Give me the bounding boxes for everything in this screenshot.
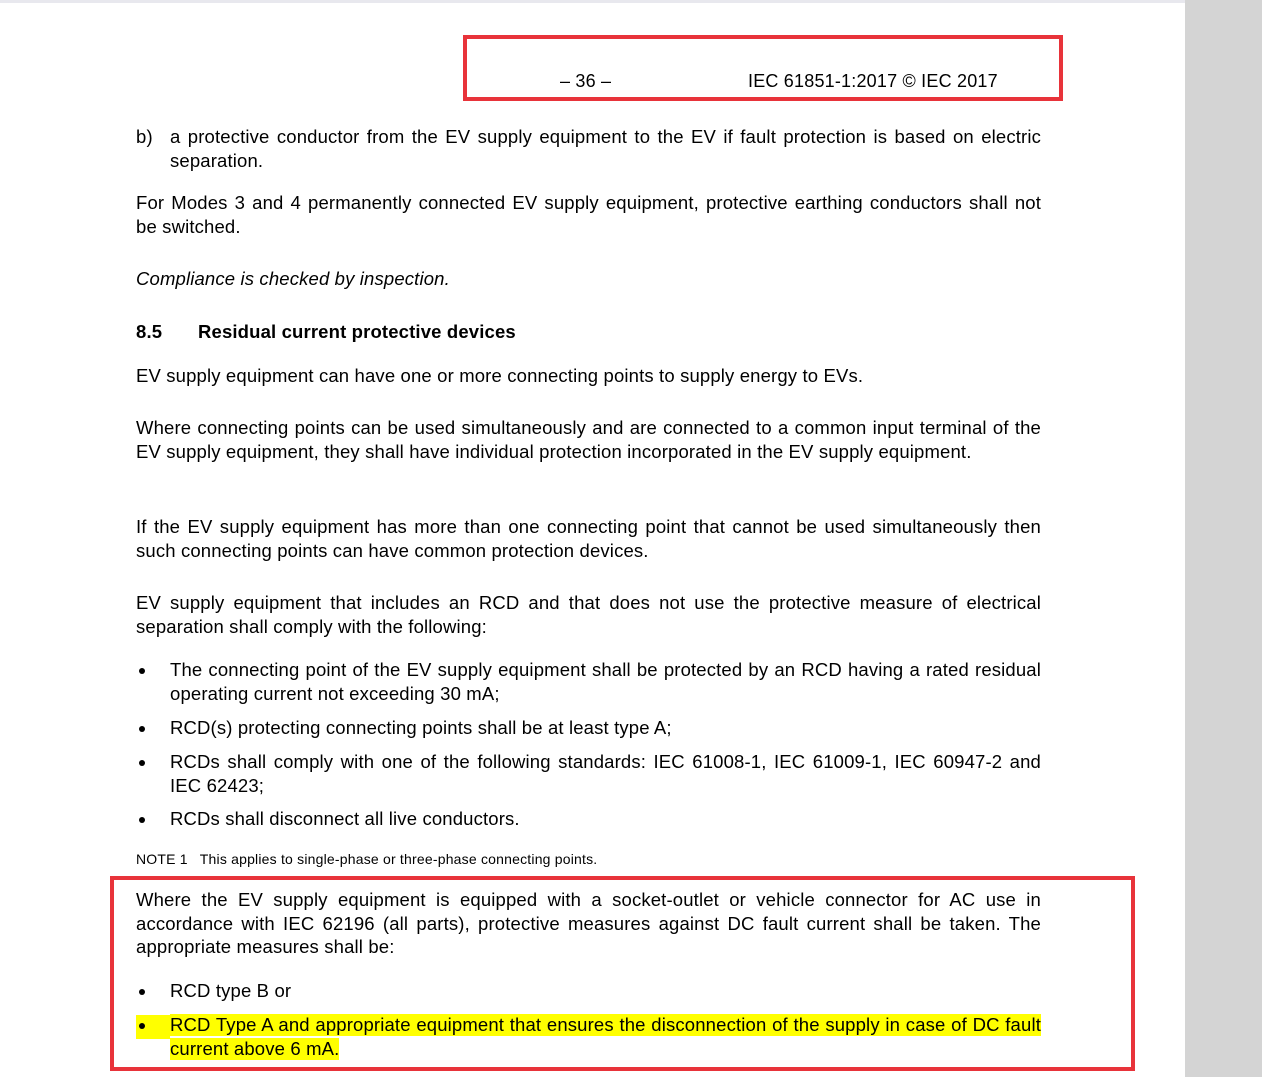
paragraph-4: EV supply equipment that includes an RCD and that does not use the protective measure of electrical separation shall comply with the following: <box>136 592 1041 637</box>
bullet-icon <box>139 1023 145 1029</box>
bullet-icon <box>139 817 145 823</box>
bullet-item <box>136 658 1041 705</box>
bullet-text: The connecting point of the EV supply equipment shall be protected by an RCD having a rated residual operating current not exceeding 30 mA; <box>170 659 1041 704</box>
list-item-b-text: a protective conductor from the EV supply equipment to the EV if fault protection is based on electric separation. <box>170 126 1041 171</box>
document-id: IEC 61851-1:2017 © IEC 2017 <box>748 71 998 91</box>
bullet-icon <box>139 760 145 766</box>
dc-bullet-item <box>136 979 1041 1003</box>
bullet-item <box>136 807 1041 831</box>
paragraph-2: Where connecting points can be used simultaneously and are connected to a common input terminal of the EV supply equipment, they shall have individual protection incorporated in the EV supply equipment. <box>136 417 1041 462</box>
list-item-b-label: b) <box>136 126 153 147</box>
bullet-icon <box>139 726 145 732</box>
bullet-icon <box>139 668 145 674</box>
page-number: – 36 – <box>560 71 612 91</box>
section-number: 8.5 <box>136 321 163 342</box>
bullet-icon <box>139 989 145 995</box>
note-label: NOTE 1 <box>136 851 188 867</box>
bullet-item <box>136 750 1041 797</box>
section-heading <box>136 320 1041 344</box>
viewer-right-gutter <box>1185 0 1262 1077</box>
bullet-text: RCDs shall disconnect all live conductors. <box>170 808 520 829</box>
bullet-item <box>136 716 1041 740</box>
list-item-b <box>136 125 1041 172</box>
paragraph-modes: For Modes 3 and 4 permanently connected EV supply equipment, protective earthing conductors shall not be switched. <box>136 192 1041 237</box>
section-title: Residual current protective devices <box>198 321 516 342</box>
bullet-text: RCDs shall comply with one of the following standards: IEC 61008-1, IEC 61009-1, IEC 60947-2 and IEC 62423; <box>170 751 1041 796</box>
bullet-text: RCD(s) protecting connecting points shall be at least type A; <box>170 717 672 738</box>
paragraph-dc-fault: Where the EV supply equipment is equipped with a socket-outlet or vehicle connector for AC use in accordance with IEC 62196 (all parts), protective measures against DC fault current shall be taken. The appropriate measures shall be: <box>136 889 1041 957</box>
paragraph-3: If the EV supply equipment has more than one connecting point that cannot be used simultaneously then such connecting points can have common protection devices. <box>136 516 1041 561</box>
compliance-statement: Compliance is checked by inspection. <box>136 268 450 289</box>
dc-bullet-text-highlighted <box>170 1013 1041 1060</box>
note <box>136 851 597 867</box>
paragraph-1: EV supply equipment can have one or more connecting points to supply energy to EVs. <box>136 365 864 386</box>
dc-bullet-item-highlighted <box>136 1013 1041 1060</box>
dc-bullet-text: RCD type B or <box>170 980 292 1001</box>
text-highlight: RCD Type A and appropriate equipment that ensures the disconnection of the supply in case of DC fault current above 6 mA. <box>170 1014 1041 1059</box>
note-text: This applies to single-phase or three-phase connecting points. <box>199 851 598 867</box>
